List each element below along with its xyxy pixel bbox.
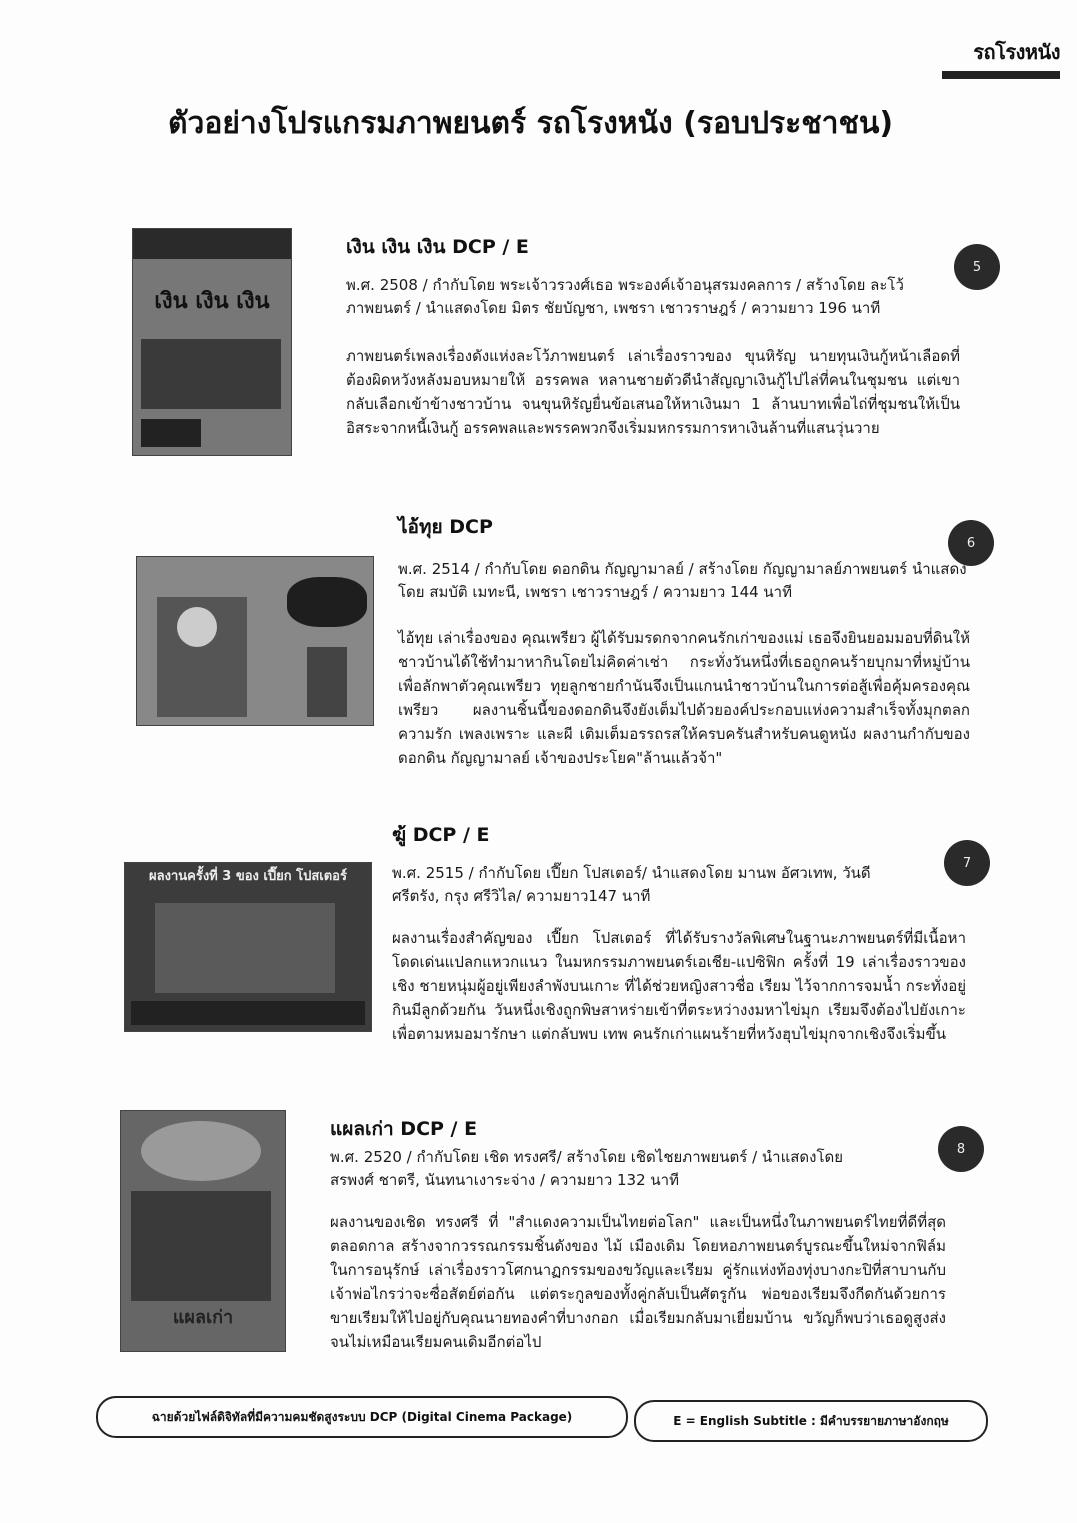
film-number-badge: 6 (948, 520, 994, 566)
film-meta: พ.ศ. 2520 / กำกับโดย เชิด ทรงศรี/ สร้างโดย เชิดไชยภาพยนตร์ / นำแสดงโดย สรพงศ์ ชาตรี, นันทนาเงาระจ่าง / ความยาว 132 นาที (330, 1148, 844, 1190)
film-title: เงิน เงิน เงิน DCP / E (346, 236, 529, 258)
poster-caption: แผลเก่า (172, 1307, 234, 1328)
film-title: แผลเก่า DCP / E (330, 1118, 478, 1140)
logo-text: รถโรงหนัง (973, 40, 1060, 64)
film-description: ผลงานเรื่องสำคัญของ เปี๊ยก โปสเตอร์ ที่ได้รับรางวัลพิเศษในฐานะภาพยนตร์ที่มีเนื้อหาโดดเด่นแปลกแหวกแนว ในมหกรรมภาพยนตร์เอเชีย-แปซิฟิก ครั้งที่ 19 เล่าเรื่องราวของ เชิง ชายหนุ่มผู้อยู่เพียงลำพังบนเกาะ ที่ได้ช่วยหญิงสาวชื่อ เรียม ไว้จากการจมน้ำ กระทั่งอยู่กินมีลูกด้วยกัน วันหนึ่งเชิงถูกพิษสาหร่ายเข้าที่ตระหว่างงมหาไข่มุก เรียมจึงต้องไปยังเกาะเพื่อตามหมอมารักษา แต่กลับพบ เทพ คนรักเก่าแผนร้ายที่หวังฮุบไข่มุกจากเชิงจึงเริ่มขึ้น (392, 929, 966, 1043)
film-poster (120, 1110, 286, 1352)
footer-subtitle-note: E = English Subtitle : มีคำบรรยายภาษาอังกฤษ (634, 1400, 988, 1442)
film-poster (132, 228, 292, 456)
film-description: ไอ้ทุย เล่าเรื่องของ คุณเพรียว ผู้ได้รับมรดกจากคนรักเก่าของแม่ เธอจึงยินยอมมอบที่ดินให้ชาวบ้านได้ใช้ทำมาหากินโดยไม่คิดค่าเช่า กระทั่งวันหนึ่งที่เธอถูกคนร้ายบุกมาที่หมู่บ้านเพื่อลักพาตัวคุณเพรียว ทุยลูกชายกำนันจึงเป็นแกนนำชาวบ้านในการต่อสู้เพื่อคุ้มครองคุณเพรียว ผลงานชิ้นนี้ของดอกดินจึงยังเต็มไปด้วยองค์ประกอบแห่งความสำเร็จทั้งมุกตลก ความรัก เพลงเพราะ และผี เติมเต็มอรรถรสให้ครบครันสำหรับคนดูหนัง ผลงานกำกับของดอกดิน กัญญามาลย์ เจ้าของประโยค"ล้านแล้วจ้า" (398, 629, 970, 767)
film-title: ไอ้ทุย DCP (398, 516, 493, 538)
logo-sub (942, 83, 1060, 90)
film-meta: พ.ศ. 2514 / กำกับโดย ดอกดิน กัญญามาลย์ / สร้างโดย กัญญามาลย์ภาพยนตร์ นำแสดงโดย สมบัติ เมทะนี, เพชรา เชาวราษฎร์ / ความยาว 144 นาที (398, 560, 967, 602)
poster-caption: เงิน เงิน เงิน (154, 289, 270, 314)
film-number-badge: 8 (938, 1126, 984, 1172)
logo-bar (942, 71, 1060, 79)
film-poster (136, 556, 374, 726)
film-description: ภาพยนตร์เพลงเรื่องดังแห่งละโว้ภาพยนตร์ เล่าเรื่องราวของ ขุนหิรัญ นายทุนเงินกู้หน้าเลือดที่ต้องผิดหวังหลังมอบหมายให้ อรรคพล หลานชายตัวดีนำสัญญาเงินกู้ไปไล่ที่คนในชุมชน แต่เขากลับเลือกเข้าข้างชาวบ้าน จนขุนหิรัญยื่นข้อเสนอให้หาเงินมา 1 ล้านบาทเพื่อไถ่ที่ชุมชนให้เป็นอิสระจากหนี้เงินกู้ อรรคพลและพรรคพวกจึงเริ่มมหกรรมการหาเงินล้านที่แสนวุ่นวาย (346, 347, 960, 437)
film-poster (124, 862, 372, 1032)
poster-caption: ผลงานครั้งที่ 3 ของ เปี๊ยก โปสเตอร์ (149, 869, 347, 884)
film-number-badge: 5 (954, 244, 1000, 290)
logo (942, 36, 1060, 98)
film-title: ฆู้ DCP / E (392, 824, 490, 846)
film-meta: พ.ศ. 2515 / กำกับโดย เปี๊ยก โปสเตอร์/ นำแสดงโดย มานพ อัศวเทพ, วันดี ศรีตรัง, กรุง ศรีวิไล/ ความยาว147 นาที (392, 864, 871, 906)
page-title: ตัวอย่างโปรแกรมภาพยนตร์ รถโรงหนัง (รอบประชาชน) (168, 106, 894, 141)
film-description: ผลงานของเชิด ทรงศรี ที่ "สำแดงความเป็นไทยต่อโลก" และเป็นหนึ่งในภาพยนตร์ไทยที่ดีที่สุดตลอดกาล สร้างจากวรรณกรรมชิ้นดังของ ไม้ เมืองเดิม โดยหอภาพยนตร์บูรณะขึ้นใหม่จากฟิล์มในการอนุรักษ์ เล่าเรื่องราวโศกนาฏกรรมของขวัญและเรียม คู่รักแห่งท้องทุ่งบางกะปิที่สาบานกับเจ้าพ่อไกรว่าจะซื่อสัตย์ต่อกัน แต่ตระกูลของทั้งคู่กลับเป็นศัตรูกัน พ่อของเรียมจึงกีดกันด้วยการขายเรียมให้ไปอยู่กับคุณนายทองคำที่บางกอก เมื่อเรียมกลับมาเยี่ยมบ้าน ขวัญก็พบว่าเธอดูสูงส่งจนไม่เหมือนเรียมคนเดิมอีกต่อไป (330, 1213, 946, 1351)
film-meta: พ.ศ. 2508 / กำกับโดย พระเจ้าวรวงศ์เธอ พระองค์เจ้าอนุสรมงคลการ / สร้างโดย ละโว้ภาพยนตร์ / นำแสดงโดย มิตร ชัยบัญชา, เพชรา เชาวราษฎร์ / ความยาว 196 นาที (346, 276, 904, 318)
film-number-badge: 7 (944, 840, 990, 886)
footer-dcp-note: ฉายด้วยไฟล์ดิจิทัลที่มีความคมชัดสูงระบบ DCP (Digital Cinema Package) (96, 1396, 628, 1438)
